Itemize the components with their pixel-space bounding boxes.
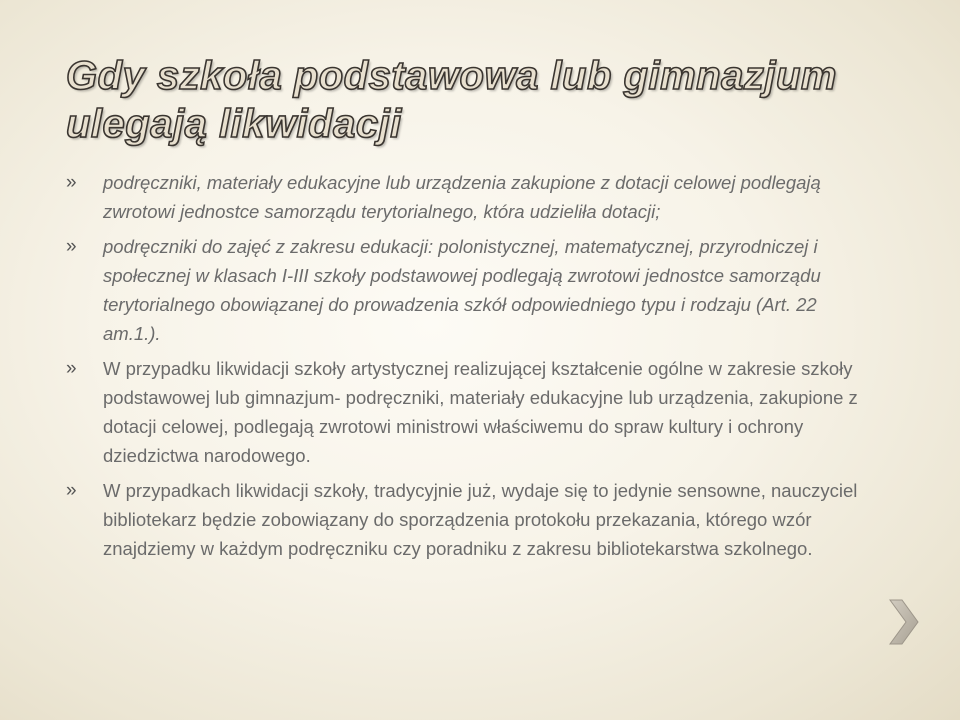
slide-title: Gdy szkoła podstawowa lub gimnazjum ulegają likwidacji xyxy=(66,54,837,146)
bullet-marker: » xyxy=(66,236,77,257)
bullet-marker: » xyxy=(66,480,77,501)
bullet-text: podręczniki, materiały edukacyjne lub urządzenia zakupione z dotacji celowej podlegają zwrotowi jednostce samorządu terytorialnego, która udzieliła dotacji; xyxy=(103,172,821,222)
bullet-text: W przypadkach likwidacji szkoły, tradycyjnie już, wydaje się to jedynie sensowne, nauczyciel bibliotekarz będzie zobowiązany do sporządzenia protokołu przekazania, którego wzór znajdziemy w każdym podręczniku czy poradniku z zakresu bibliotekarstwa szkolnego. xyxy=(103,480,858,559)
bullet-text: W przypadku likwidacji szkoły artystycznej realizującej kształcenie ogólne w zakresie szkoły podstawowej lub gimnazjum- podręczniki, materiały edukacyjne lub urządzenia, zakupione z dotacji celowej, podlegają zwrotowi ministrowi właściwemu do spraw kultury i ochrony dziedzictwa narodowego. xyxy=(103,358,858,466)
bullet-item xyxy=(66,354,866,470)
bullet-marker: » xyxy=(66,358,77,379)
bullet-item xyxy=(66,476,866,563)
bullet-text: podręczniki do zajęć z zakresu edukacji: polonistycznej, matematycznej, przyrodniczej i społecznej w klasach I-III szkoły podstawowej podlegają zwrotowi jednostce samorządu terytorialnego obowiązanej do prowadzenia szkół odpowiedniego typu i rodzaju (Art. 22 am.1.). xyxy=(103,236,821,344)
bullet-marker: » xyxy=(66,172,77,193)
bullet-item xyxy=(66,232,866,348)
bullet-item xyxy=(66,168,866,226)
chevron-right-icon xyxy=(884,596,924,648)
bullet-list xyxy=(66,168,866,565)
next-slide-button[interactable] xyxy=(884,596,924,648)
